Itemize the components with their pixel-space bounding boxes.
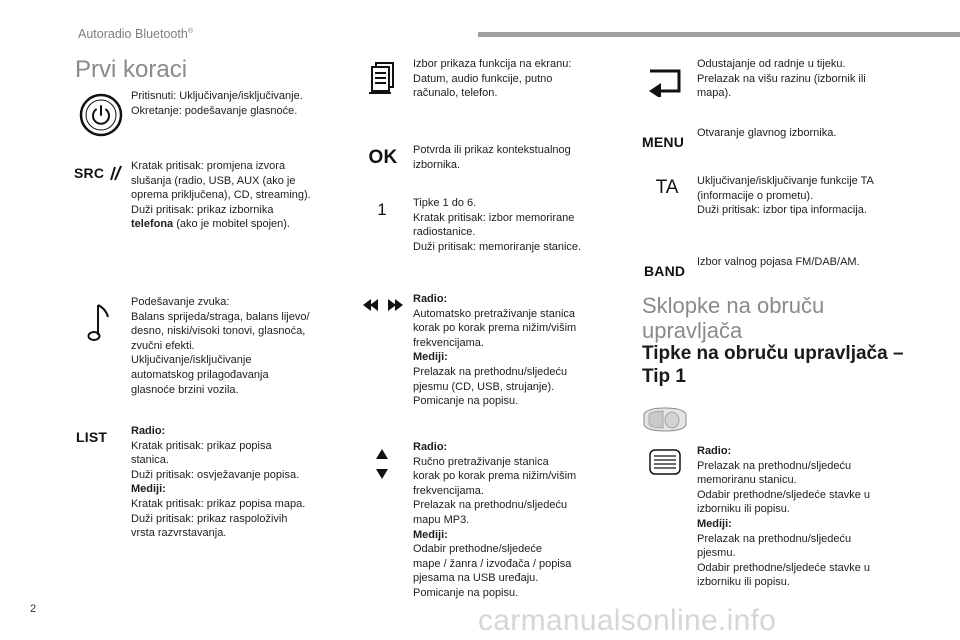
- power-description: Pritisnuti: Uključivanje/isključivanje. Okretanje: podešavanje glasnoće.: [131, 90, 303, 117]
- section-subtitle: Tipke na obruču upravljača – Tip 1: [642, 343, 904, 387]
- seek-arrows-icon: [360, 295, 406, 315]
- preset-description: Tipke 1 do 6. Kratak pritisak: izbor memorirane radiostanice. Duži pritisak: memoriranje stanice.: [413, 197, 582, 253]
- seek-description: Radio: Automatsko pretraživanje stanica korak po korak prema nižim/višim frekvencijama. Mediji: Prelazak na prethodnu/sljedeću pjesmu (CD, USB, strujanje). Pomicanje na popisu.: [413, 293, 577, 408]
- ok-description: Potvrda ili prikaz kontekstualnog izbornika.: [413, 144, 571, 171]
- list-description: Radio: Kratak pritisak: prikaz popisa stanica. Duži pritisak: osvježavanje popisa. Mediji: Kratak pritisak: prikaz popisa mapa. Duži pritisak: prikaz raspoloživih vrsta razvrstavanja.: [131, 425, 306, 540]
- thumbwheel-icon: [647, 448, 683, 476]
- ok-icon: OK: [368, 147, 398, 168]
- watermark: carmanualsonline.info: [478, 604, 777, 637]
- steering-description: Radio: Prelazak na prethodnu/sljedeću memoriranu stanicu. Odabir prethodne/sljedeće stavke u izborniku ili popisu. Mediji: Prelazak na prethodnu/sljedeću pjesmu. Odabir prethodne/sljedeće stavke u izborniku ili popisu.: [697, 445, 871, 589]
- header-rule: [478, 32, 960, 37]
- list-icon: LIST: [76, 429, 108, 445]
- menu-description: Otvaranje glavnog izbornika.: [697, 127, 837, 139]
- power-icon: [78, 92, 124, 138]
- menu-icon: MENU: [642, 134, 685, 150]
- steering-switch-icon: [640, 404, 690, 434]
- display-mode-description: Izbor prikaza funkcija na ekranu: Datum, audio funkcije, putno računalo, telefon.: [413, 58, 572, 100]
- ta-icon: TA: [655, 177, 679, 198]
- back-description: Odustajanje od radnje u tijeku. Prelazak na višu razinu (izbornik ili mapa).: [697, 58, 866, 100]
- src-description: Kratak pritisak: promjena izvora slušanja (radio, USB, AUX (ako je oprema priključena), CD, streaming). Duži pritisak: prikaz izbornika telefona (ako je mobitel spojen).: [131, 160, 311, 231]
- display-mode-icon: [366, 60, 398, 96]
- ta-description: Uključivanje/isključivanje funkcije TA (informacije o prometu). Duži pritisak: izbor tipa informacija.: [697, 175, 874, 217]
- up-down-arrows-icon: [372, 446, 392, 482]
- section-title: Sklopke na obruču upravljača: [642, 293, 825, 343]
- src-icon: SRC: [74, 162, 124, 184]
- music-note-icon: [84, 298, 114, 344]
- digit-icon: 1: [377, 200, 387, 219]
- manual-search-description: Radio: Ručno pretraživanje stanica korak po korak prema nižim/višim frekvencijama. Prelazak na prethodnu/sljedeću mapu MP3. Mediji: Odabir prethodne/sljedeće mape / žanra / izvođača / popisa pjesama na USB uređaju. Pomicanje na popisu.: [413, 441, 577, 599]
- band-description: Izbor valnog pojasa FM/DAB/AM.: [697, 256, 860, 268]
- page-number: 2: [30, 603, 37, 615]
- sound-description: Podešavanje zvuka: Balans sprijeda/straga, balans lijevo/ desno, niski/visoki tonovi, glasnoća, zvučni efekti. Uključivanje/isključivanje automatskog prilagođavanja glasnoće brzini vozila.: [131, 296, 310, 396]
- band-icon: BAND: [644, 263, 686, 279]
- back-arrow-icon: [644, 62, 684, 98]
- header-title: Autoradio Bluetooth®: [78, 27, 193, 41]
- page-title: Prvi koraci: [75, 56, 188, 83]
